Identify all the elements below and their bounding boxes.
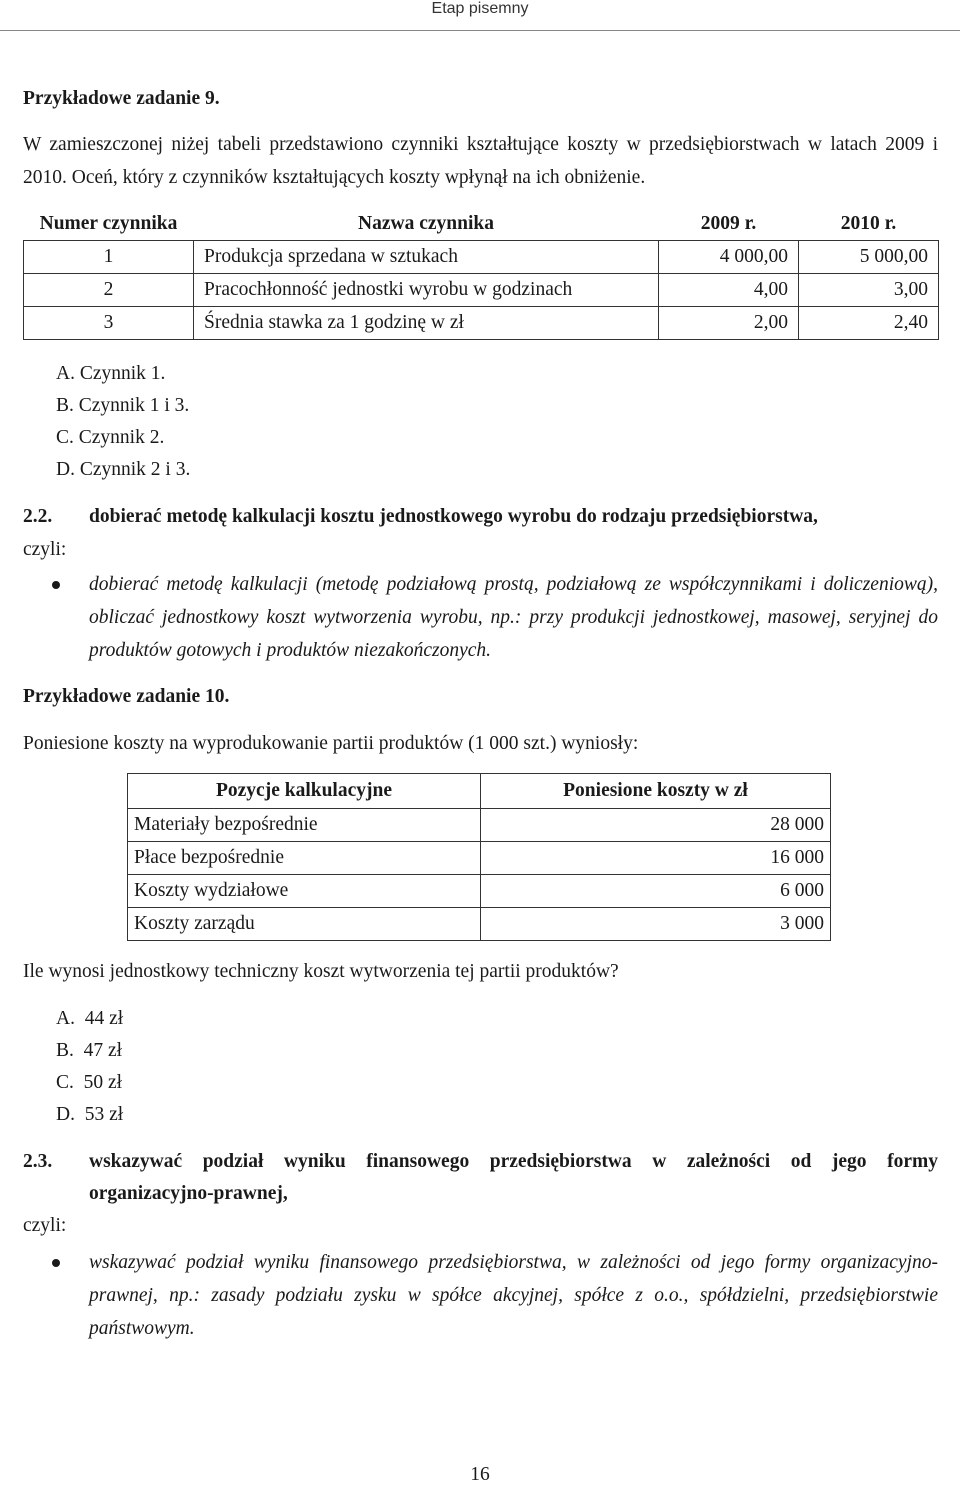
task9-text: W zamieszczonej niżej tabeli przedstawiono czynniki kształtujące koszty w przedsiębiorstwach w latach 2009 i 2010. Oceń, który z czynników kształtujących koszty wpłynął na ich obniżenie. xyxy=(23,134,938,188)
bullet-icon xyxy=(52,581,60,589)
costs-table xyxy=(127,773,831,941)
table-row xyxy=(24,241,939,274)
factors-table xyxy=(23,208,939,340)
section23-bullet-text: wskazywać podział wyniku finansowego przedsiębiorstwa, w zależności od jego formy organizacyjno-prawnej, np.: zasady podziału zysku w spółce akcyjnej, spółce z o.o., spółdzielni, przedsiębiorstwie państwowym. xyxy=(89,1252,938,1339)
col-header: Pozycje kalkulacyjne xyxy=(128,774,481,809)
col-header: Poniesione koszty w zł xyxy=(481,774,831,809)
table-cell: 28 000 xyxy=(481,809,831,842)
table-row xyxy=(128,908,831,941)
task10-option-a xyxy=(56,1008,123,1030)
section23-czyli: czyli: xyxy=(23,1215,67,1236)
option-text: 53 zł xyxy=(84,1104,124,1125)
table-cell: 2 xyxy=(24,274,194,307)
table-cell: 2,00 xyxy=(659,307,799,340)
section22-bullet-text: dobierać metodę kalkulacji (metodę podziałową prostą, podziałową ze współczynnikami i doliczeniową), obliczać jednostkowy koszt wytworzenia wyrobu, np.: przy produkcji jednostkowej, masowej, seryjnej do produktów gotowych i produktów niezakończonych. xyxy=(89,574,938,661)
table-cell: 4,00 xyxy=(659,274,799,307)
task10-intro: Poniesione koszty na wyprodukowanie partii produktów (1 000 szt.) wyniosły: xyxy=(23,733,639,754)
table-cell: 6 000 xyxy=(481,875,831,908)
page-number: 16 xyxy=(470,1464,490,1485)
table-cell: 4 000,00 xyxy=(659,241,799,274)
task10-option-c xyxy=(56,1072,122,1094)
table-cell: Produkcja sprzedana w sztukach xyxy=(194,241,659,274)
option-letter: B. xyxy=(56,1040,74,1061)
option-letter: D. xyxy=(56,1104,75,1125)
table-row xyxy=(128,809,831,842)
table-cell: 1 xyxy=(24,241,194,274)
table-cell: 2,40 xyxy=(799,307,939,340)
table-row xyxy=(128,875,831,908)
option-letter: A. xyxy=(56,1008,75,1029)
table-cell: 3,00 xyxy=(799,274,939,307)
task9-option-a: A. Czynnik 1. xyxy=(56,363,166,384)
table-cell: 3 xyxy=(24,307,194,340)
task10-question: Ile wynosi jednostkowy techniczny koszt wytworzenia tej partii produktów? xyxy=(23,961,619,982)
task10-option-d xyxy=(56,1104,123,1126)
table-row xyxy=(24,307,939,340)
table-cell: Płace bezpośrednie xyxy=(128,842,481,875)
task9-title: Przykładowe zadanie 9. xyxy=(23,88,220,109)
section22-number: 2.2. xyxy=(23,506,53,527)
option-text: 44 zł xyxy=(84,1008,124,1029)
col-header: 2010 r. xyxy=(840,213,897,234)
option-text: 50 zł xyxy=(83,1072,123,1093)
bullet-icon xyxy=(52,1259,60,1267)
option-text: 47 zł xyxy=(83,1040,123,1061)
section23-heading-line1: wskazywać podział wyniku finansowego przedsiębiorstwa w zależności od jego formy xyxy=(89,1151,938,1172)
table-cell: 3 000 xyxy=(481,908,831,941)
task9-option-b: B. Czynnik 1 i 3. xyxy=(56,395,190,416)
section23-number: 2.3. xyxy=(23,1151,53,1172)
table-cell: Średnia stawka za 1 godzinę w zł xyxy=(194,307,659,340)
table-cell: Materiały bezpośrednie xyxy=(128,809,481,842)
section22-heading: dobierać metodę kalkulacji kosztu jednostkowego wyrobu do rodzaju przedsiębiorstwa, xyxy=(89,506,818,527)
table-cell: Koszty wydziałowe xyxy=(128,875,481,908)
col-header: Nazwa czynnika xyxy=(358,213,494,234)
col-header: 2009 r. xyxy=(700,213,757,234)
table-cell: Pracochłonność jednostki wyrobu w godzinach xyxy=(194,274,659,307)
col-header: Numer czynnika xyxy=(39,213,178,234)
section23-heading-line2: organizacyjno-prawnej, xyxy=(89,1183,288,1204)
table-row xyxy=(24,274,939,307)
task9-option-c: C. Czynnik 2. xyxy=(56,427,165,448)
task10-title: Przykładowe zadanie 10. xyxy=(23,686,230,707)
table-cell: 5 000,00 xyxy=(799,241,939,274)
table-cell: Koszty zarządu xyxy=(128,908,481,941)
section22-czyli: czyli: xyxy=(23,539,67,560)
running-header: Etap pisemny xyxy=(431,0,529,17)
table-header-row xyxy=(128,774,831,809)
table-header-row xyxy=(24,208,939,241)
table-cell: 16 000 xyxy=(481,842,831,875)
header-divider xyxy=(0,30,960,31)
table-row xyxy=(128,842,831,875)
option-letter: C. xyxy=(56,1072,74,1093)
task10-option-b xyxy=(56,1040,122,1062)
task9-option-d: D. Czynnik 2 i 3. xyxy=(56,459,191,480)
